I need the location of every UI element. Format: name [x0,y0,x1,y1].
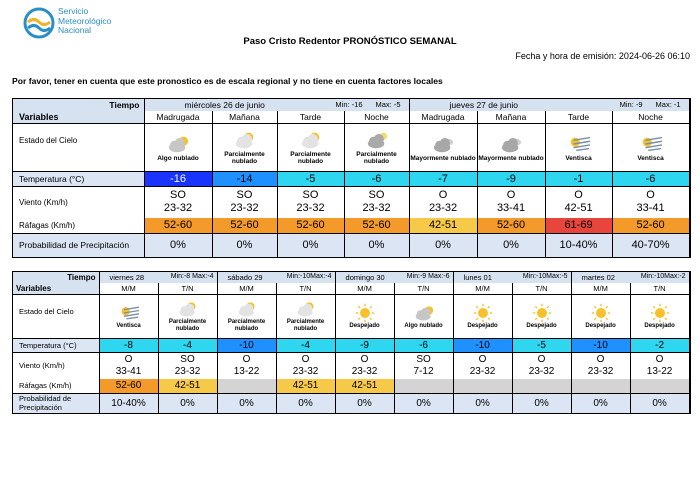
period-header: M/M [99,283,158,294]
temp-cell: -10 [453,338,512,352]
prob-cell: 0% [630,393,689,413]
wind-cell [545,186,612,218]
emission-date: Fecha y hora de emisión: 2024-06-26 06:10 [515,51,690,61]
forecast-table-daily [13,99,690,257]
temp-cell: -8 [99,338,158,352]
wind-direction: O [242,353,251,365]
wind-direction: O [646,189,655,202]
period-header: Noche [344,111,409,123]
temp-cell: -6 [344,171,409,186]
gust-cell [571,379,630,393]
gust-cell: 42-51 [158,379,217,393]
variables-label: Variables [13,111,144,123]
sky-cell [99,294,158,338]
gust-label: Ráfagas (Km/h) [13,218,144,233]
prob-cell: 10-40% [545,233,612,257]
sky-cell [630,294,689,338]
prob-cell: 0% [477,233,545,257]
temp-cell: -10 [571,338,630,352]
sky-cell [217,294,276,338]
org-name [58,7,111,36]
sky-caption: Ventisca [565,154,592,162]
sky-caption: Parcialmente nublado [356,151,397,165]
period-header: Tarde [545,111,612,123]
prob-cell: 0% [409,233,477,257]
wind-direction: O [596,353,605,365]
sky-caption: Despejado [467,322,498,329]
wind-cell [571,352,630,379]
wind-direction: SO [302,189,319,202]
temp-cell: -9 [477,171,545,186]
disclaimer-note: Por favor, tener en cuenta que este pronostico es de escala regional y no tiene en cuenta factores locales [12,76,443,86]
day-name: viernes 28 [109,273,145,282]
temp-cell: -5 [512,338,571,352]
day-header [453,272,571,283]
day-name: jueves 27 de junio [449,100,519,110]
day-minmax: Min:-10Max:-4 [286,273,332,280]
windy-sun-icon [116,303,142,323]
prob-cell: 0% [571,393,630,413]
wind-speed: 23-32 [292,365,319,377]
sky-label: Estado del Cielo [13,123,144,171]
wind-label: Viento (Km/h) [13,352,99,379]
day-header [409,99,689,111]
gust-cell [630,379,689,393]
temp-cell: -14 [212,171,277,186]
temp-cell: -4 [158,338,217,352]
gust-cell: 52-60 [612,218,689,233]
wind-cell [335,352,394,379]
org-line-2: Meteorológico [58,15,112,26]
wind-direction: O [360,353,369,365]
wind-cell [344,186,409,218]
wind-cell [477,186,545,218]
windy-sun-icon [637,133,665,155]
day-minmax: Min:-10Max:-5 [522,273,568,280]
day-header [99,272,217,283]
prob-cell: 0% [276,393,335,413]
wind-cell [276,352,335,379]
period-header: M/M [571,283,630,294]
period-header: T/N [276,283,335,294]
prob-cell: 10-40% [99,393,158,413]
partly-cloudy-icon [175,299,201,319]
sky-caption: Parcialmente nublado [290,151,331,165]
windy-sun-icon [565,133,593,155]
sky-caption: Algo nublado [404,322,443,329]
gust-cell: 42-51 [335,379,394,393]
wind-speed: 23-32 [469,365,496,377]
wind-speed: 23-32 [174,365,201,377]
wind-cell [453,352,512,379]
wind-speed: 23-32 [428,202,458,215]
wind-cell [158,352,217,379]
temp-label: Temperatura (°C) [13,338,99,352]
wind-speed: 23-32 [163,202,193,215]
sun-icon [588,303,614,323]
gust-cell: 52-60 [477,218,545,233]
wind-direction: O [438,189,448,202]
gust-cell: 52-60 [99,379,158,393]
cloud-sun-icon [164,133,192,155]
sky-cell [394,294,453,338]
temp-cell: -16 [144,171,212,186]
sky-cell [344,123,409,171]
temp-cell: -6 [612,171,689,186]
period-header: Madrugada [144,111,212,123]
sky-cell [409,123,477,171]
wind-cell [630,352,689,379]
prob-cell: 0% [512,393,571,413]
sky-caption: Despejado [644,322,675,329]
day-header [571,272,689,283]
overcast-icon [497,133,525,155]
partly-cloudy-icon [234,299,260,319]
period-header: M/M [217,283,276,294]
period-header: T/N [394,283,453,294]
wind-cell [394,352,453,379]
gust-cell: 42-51 [276,379,335,393]
sky-cell [212,123,277,171]
gust-cell: 52-60 [344,218,409,233]
sky-cell [571,294,630,338]
day-min: Min: -9 [619,100,643,109]
sky-caption: Parcialmente nublado [227,319,266,332]
period-header: Mañana [477,111,545,123]
wind-direction: O [655,353,664,365]
prob-cell: 0% [394,393,453,413]
sky-caption: Ventisca [637,154,664,162]
sky-caption: Parcialmente nublado [286,319,325,332]
wind-speed: 7-12 [413,365,434,377]
partly-cloudy-icon [231,129,259,151]
wind-direction: O [301,353,310,365]
wind-speed: 23-32 [296,202,325,215]
sky-cell [144,123,212,171]
gust-cell [512,379,571,393]
period-header: Noche [612,111,689,123]
sky-caption: Despejado [585,322,616,329]
day-minmax: Min:-9 Max:-6 [406,273,450,280]
prob-label: Probabilidad de Precipitación [13,233,144,257]
prob-cell: 0% [144,233,212,257]
day-name: domingo 30 [345,273,385,282]
temp-cell: -10 [217,338,276,352]
wind-speed: 13-22 [646,365,673,377]
wind-cell [612,186,689,218]
prob-label: Probabilidad de Precipitación [13,393,99,413]
org-line-1: Servicio [58,6,89,16]
wind-label: Viento (Km/h) [13,186,144,218]
period-header: T/N [512,283,571,294]
period-header: T/N [630,283,689,294]
prob-cell: 0% [217,393,276,413]
gust-cell: 61-69 [545,218,612,233]
gust-cell: 52-60 [277,218,344,233]
wind-cell [144,186,212,218]
prob-cell: 0% [335,393,394,413]
prob-cell: 0% [158,393,217,413]
prob-cell: 0% [212,233,277,257]
sun-icon [647,303,673,323]
org-line-3: Nacional [58,25,92,35]
period-header: M/M [335,283,394,294]
day-max: Max: -1 [655,100,681,109]
wind-speed: 23-32 [351,365,378,377]
wind-direction: SO [180,353,195,365]
temp-cell: -1 [545,171,612,186]
wind-cell [212,186,277,218]
wind-direction: SO [368,189,385,202]
wind-speed: 23-32 [230,202,259,215]
sky-caption: Ventisca [116,322,141,329]
day-max: Max: -5 [375,100,401,109]
sky-cell [477,123,545,171]
wind-speed: 33-41 [115,365,142,377]
prob-cell: 40-70% [612,233,689,257]
day-name: sábado 29 [227,273,263,282]
wind-direction: O [124,353,133,365]
wind-speed: 23-32 [362,202,391,215]
period-header: T/N [158,283,217,294]
sun-icon [470,303,496,323]
temp-cell: -2 [630,338,689,352]
sky-caption: Despejado [526,322,557,329]
day-minmax: Min:-8 Max:-4 [170,273,214,280]
page-title: Paso Cristo Redentor PRONÓSTICO SEMANAL [243,36,457,47]
cloud-moon-icon [363,129,391,151]
sky-cell [545,123,612,171]
temp-cell: -4 [276,338,335,352]
day-name: martes 02 [581,273,615,282]
day-minmax: Min:-10Max:-2 [640,273,686,280]
sky-cell [277,123,344,171]
sky-label: Estado del Cielo [13,294,99,338]
wind-direction: O [506,189,516,202]
prob-cell: 0% [453,393,512,413]
sky-cell [158,294,217,338]
prob-cell: 0% [344,233,409,257]
sun-icon [352,303,378,323]
wind-speed: 23-32 [528,365,555,377]
sky-cell [612,123,689,171]
sun-icon [529,303,555,323]
sky-cell [512,294,571,338]
temp-cell: -5 [277,171,344,186]
wind-direction: SO [416,353,431,365]
sky-caption: Despejado [349,322,380,329]
day-min: Min: -16 [335,100,363,109]
sky-caption: Mayormente nublado [410,154,476,162]
overcast-icon [429,133,457,155]
sky-cell [453,294,512,338]
wind-cell [277,186,344,218]
wind-direction: O [574,189,583,202]
sky-caption: Algo nublado [157,154,199,162]
sky-caption: Mayormente nublado [478,154,544,162]
partly-cloudy-icon [297,129,325,151]
variables-label: Variables [13,283,99,294]
day-header [144,99,409,111]
wind-speed: 13-22 [233,365,260,377]
sky-cell [335,294,394,338]
wind-direction: SO [170,189,186,202]
gust-label: Ráfagas (Km/h) [13,379,99,393]
temp-cell: -6 [394,338,453,352]
wind-speed: 23-32 [587,365,614,377]
day-name: lunes 01 [463,273,492,282]
gust-cell: 52-60 [144,218,212,233]
day-header [335,272,453,283]
tiempo-label: Tiempo [13,99,144,111]
wind-cell [217,352,276,379]
temp-cell: -9 [335,338,394,352]
gust-cell: 42-51 [409,218,477,233]
temp-cell: -7 [409,171,477,186]
partly-cloudy-icon [293,299,319,319]
prob-cell: 0% [277,233,344,257]
wind-speed: 42-51 [564,202,593,215]
tiempo-label: Tiempo [13,272,99,283]
day-name: miércoles 26 de junio [184,100,265,110]
wind-speed: 33-41 [496,202,526,215]
wind-cell [99,352,158,379]
wind-direction: O [537,353,546,365]
period-header: Tarde [277,111,344,123]
wind-direction: O [478,353,487,365]
period-header: Madrugada [409,111,477,123]
sky-caption: Parcialmente nublado [168,319,207,332]
sky-caption: Parcialmente nublado [224,151,265,165]
forecast-table-extended [13,272,690,413]
period-header: Mañana [212,111,277,123]
gust-cell [394,379,453,393]
gust-cell: 52-60 [212,218,277,233]
wind-cell [512,352,571,379]
sky-cell [276,294,335,338]
gust-cell [453,379,512,393]
period-header: M/M [453,283,512,294]
day-header [217,272,335,283]
cloud-sun-icon [411,303,437,323]
gust-cell [217,379,276,393]
wind-direction: SO [236,189,253,202]
wind-cell [409,186,477,218]
temp-label: Temperatura (°C) [13,171,144,186]
wind-speed: 33-41 [636,202,665,215]
